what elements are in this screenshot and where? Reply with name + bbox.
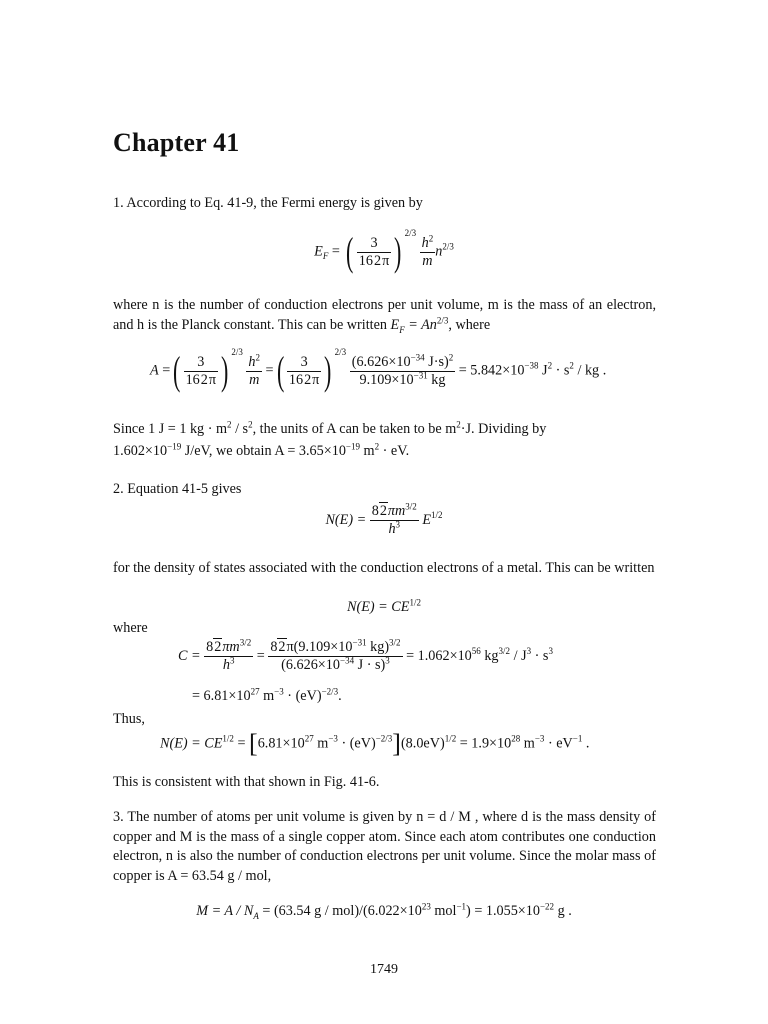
constant-c-equation: C = $\frac{82\pi m^{3/2}}{h^3}$ = $\frac{82\pi(9.109\times 10^{-31} kg)^{3/2}}{(6.626\times 10^{-34} J \cdot s)^3}$ = $1.062\times 10^{56}$ $kg^{3/2} / J^3 \cdot s^3$ (178, 637, 553, 673)
copper-atom-mass-equation: $M = A / N_A = (63.54$ $g / mol)/(6.022\times 10^{23}$ $mol^{-1}) = 1.055\times 10^{-22}$ g . (196, 901, 572, 921)
n-of-e-equation: $N(E) = CE^{1/2}$ (347, 597, 421, 615)
thus-label: Thus, (113, 711, 145, 727)
fermi-energy-equation: $E_F$ = ( $\frac{3}{162\pi}$ ) $^{2/3}$ $\frac{h^2}{m}$ $n^{2/3}$ (314, 227, 454, 274)
problem1-paragraph: where n is the number of conduction electrons per unit volume, m is the mass of an electron, and h is the Planck constant. This can be written $E_F = An^{2/3}$, where (113, 297, 656, 335)
constant-a-equation: A =( $\frac{3}{162\pi}$ ) $^{2/3}$ $\frac{h^2}{m}$ =( $\frac{3}{162\pi}$ ) $^{2/3}$ $\frac{(6.626\times 10^{-34} J\cdot s)^2}{9.109\times 10^{-31} kg}$ = $5.842\times 10^{-38}$ $J^2 \cdot s^2$ / kg . (150, 346, 607, 393)
density-of-states-equation: N(E) = $\frac{82\pi m^{3/2}}{h^3}$ $E^{1/2}$ (325, 501, 443, 537)
problem2-conclusion: This is consistent with that shown in Fig. 41-6. (113, 774, 380, 790)
n-of-e-evaluation: $N(E) = CE^{1/2} = [6.81\times 10^{27}$ $m^{-3} \cdot (eV)^{-2/3}](8.0eV)^{1/2} = 1.9\times 10^{28}$ $m^{-3} \cdot eV^{-1}$ . (160, 729, 590, 758)
problem1-intro: 1. According to Eq. 41-9, the Fermi energy is given by (113, 195, 423, 211)
page-number: 1749 (370, 962, 398, 977)
units-paragraph: Since 1 J = 1 kg · $m^2 / s^2$, the units of A can be taken to be $m^2\cdot J$. Dividing by $1.602\times 10^{-19}$ J/eV, we obtain $A = 3.65\times 10^{-19}$ $m^2$ · eV. (113, 419, 547, 459)
problem2-intro: 2. Equation 41-5 gives (113, 481, 242, 497)
chapter-title: Chapter 41 (113, 128, 240, 157)
where-label: where (113, 620, 148, 636)
problem2-paragraph: for the density of states associated with the conduction electrons of a metal. This can be written (113, 560, 655, 576)
problem3-paragraph: 3. The number of atoms per unit volume is given by n = d / M , where d is the mass density of copper and M is the mass of a single copper atom. Since each atom contributes one conduction electron, n is also the number of conduction electrons per unit volume. Since the molar mass of copper is A = 63.54 g / mol, (113, 809, 656, 884)
constant-c-result: = $6.81\times 10^{27}$ $m^{-3} \cdot (eV)^{-2/3}$. (192, 686, 342, 704)
